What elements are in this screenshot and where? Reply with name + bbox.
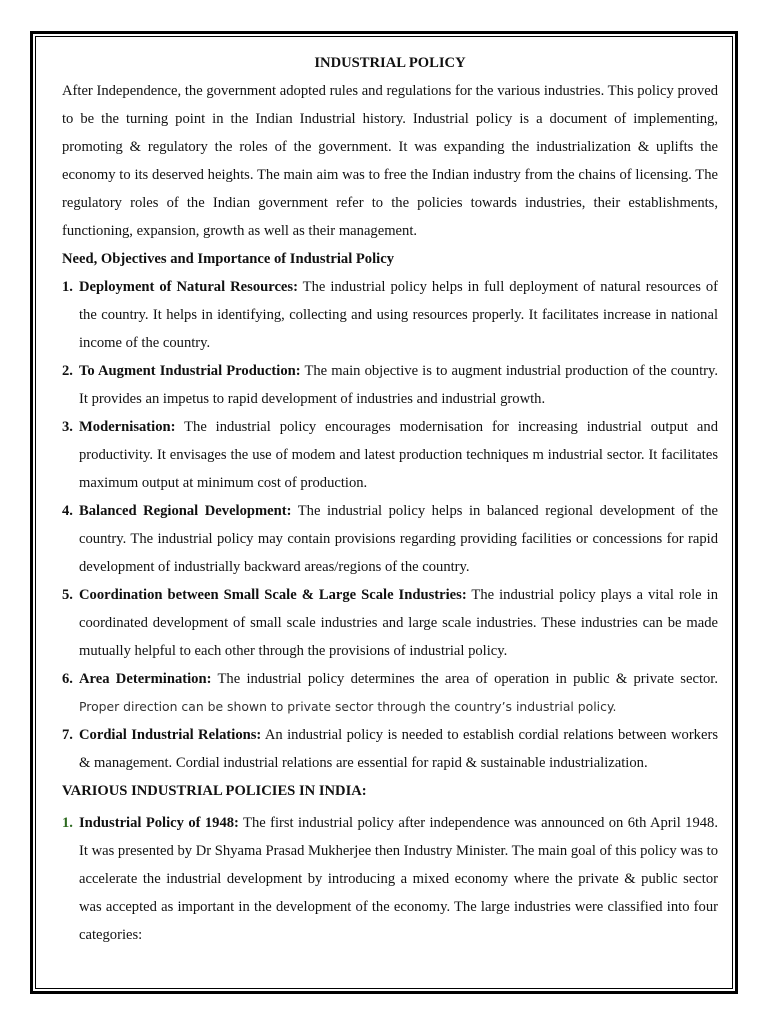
list-item-text: An industrial policy is needed to establish cordial relations between workers & management. Cordial industrial relations are essential for rapid & sustainable industrialization. xyxy=(79,727,718,771)
list-item xyxy=(62,497,718,581)
list-item-number: 6. xyxy=(62,671,73,687)
objectives-list xyxy=(62,273,718,777)
section-heading-various-policies: VARIOUS INDUSTRIAL POLICIES IN INDIA: xyxy=(62,783,367,799)
list-item-number: 3. xyxy=(62,419,73,435)
policies-list xyxy=(62,809,718,949)
list-item-text: The industrial policy helps in balanced regional development of the country. The industrial policy may contain provisions regarding providing facilities or concessions for rapid development of industrially backward areas/regions of the country. xyxy=(79,503,719,575)
list-item xyxy=(62,357,718,413)
list-item xyxy=(62,809,718,949)
page-title: INDUSTRIAL POLICY xyxy=(314,55,466,71)
list-item-label: To Augment Industrial Production: xyxy=(79,363,301,379)
list-item-number: 1. xyxy=(62,815,73,831)
list-item xyxy=(62,273,718,357)
list-item-number: 2. xyxy=(62,363,73,379)
intro-paragraph: After Independence, the government adopted rules and regulations for the various industries. This policy proved to be the turning point in the Indian Industrial history. Industrial policy is a document of implementing, promoting & regulatory the roles of the government. It was expanding the industrialization & uplifts the economy to its deserved heights. The main aim was to free the Indian industry from the chains of licensing. The regulatory roles of the Indian government refer to the policies towards industries, their establishments, functioning, expansion, growth as well as their management. xyxy=(62,83,718,239)
section-heading-need-objectives: Need, Objectives and Importance of Industrial Policy xyxy=(62,251,394,267)
list-item-number: 4. xyxy=(62,503,73,519)
list-item-label: Deployment of Natural Resources: xyxy=(79,279,298,295)
list-item-text: The first industrial policy after independence was announced on 6th April 1948. It was presented by Dr Shyama Prasad Mukherjee then Industry Minister. The main goal of this policy was to accelerate the industrial development by introducing a mixed economy where the private & public sector was accepted as important in the development of the economy. The large industries were classified into four categories: xyxy=(79,815,718,943)
document-body xyxy=(62,49,718,949)
list-item-text-continued: Proper direction can be shown to private sector through the country’s industrial policy. xyxy=(79,699,617,714)
list-item xyxy=(62,721,718,777)
list-item-text: The industrial policy helps in full deployment of natural resources of the country. It helps in identifying, collecting and using resources properly. It facilitates increase in national income of the country. xyxy=(79,279,719,351)
list-item-number: 5. xyxy=(62,587,73,603)
list-item-label: Area Determination: xyxy=(79,671,212,687)
list-item-label: Cordial Industrial Relations: xyxy=(79,727,262,743)
list-item-label: Modernisation: xyxy=(79,419,176,435)
list-item-label: Balanced Regional Development: xyxy=(79,503,292,519)
list-item xyxy=(62,665,718,721)
list-item-number: 1. xyxy=(62,279,73,295)
list-item xyxy=(62,413,718,497)
list-item-label: Industrial Policy of 1948: xyxy=(79,815,239,831)
list-item-number: 7. xyxy=(62,727,73,743)
list-item xyxy=(62,581,718,665)
list-item-text: The industrial policy plays a vital role in coordinated development of small scale industries and large scale industries. These industries can be made mutually helpful to each other through the provisions of industrial policy. xyxy=(79,587,718,659)
list-item-label: Coordination between Small Scale & Large Scale Industries: xyxy=(79,587,467,603)
list-item-text: The industrial policy determines the area of operation in public & private sector. xyxy=(211,671,718,687)
list-item-text: The main objective is to augment industrial production of the country. It provides an impetus to rapid development of industries and industrial growth. xyxy=(79,363,718,407)
list-item-text: The industrial policy encourages modernisation for increasing industrial output and productivity. It envisages the use of modem and latest production techniques m industrial sector. It facilitates maximum output at minimum cost of production. xyxy=(79,419,718,491)
